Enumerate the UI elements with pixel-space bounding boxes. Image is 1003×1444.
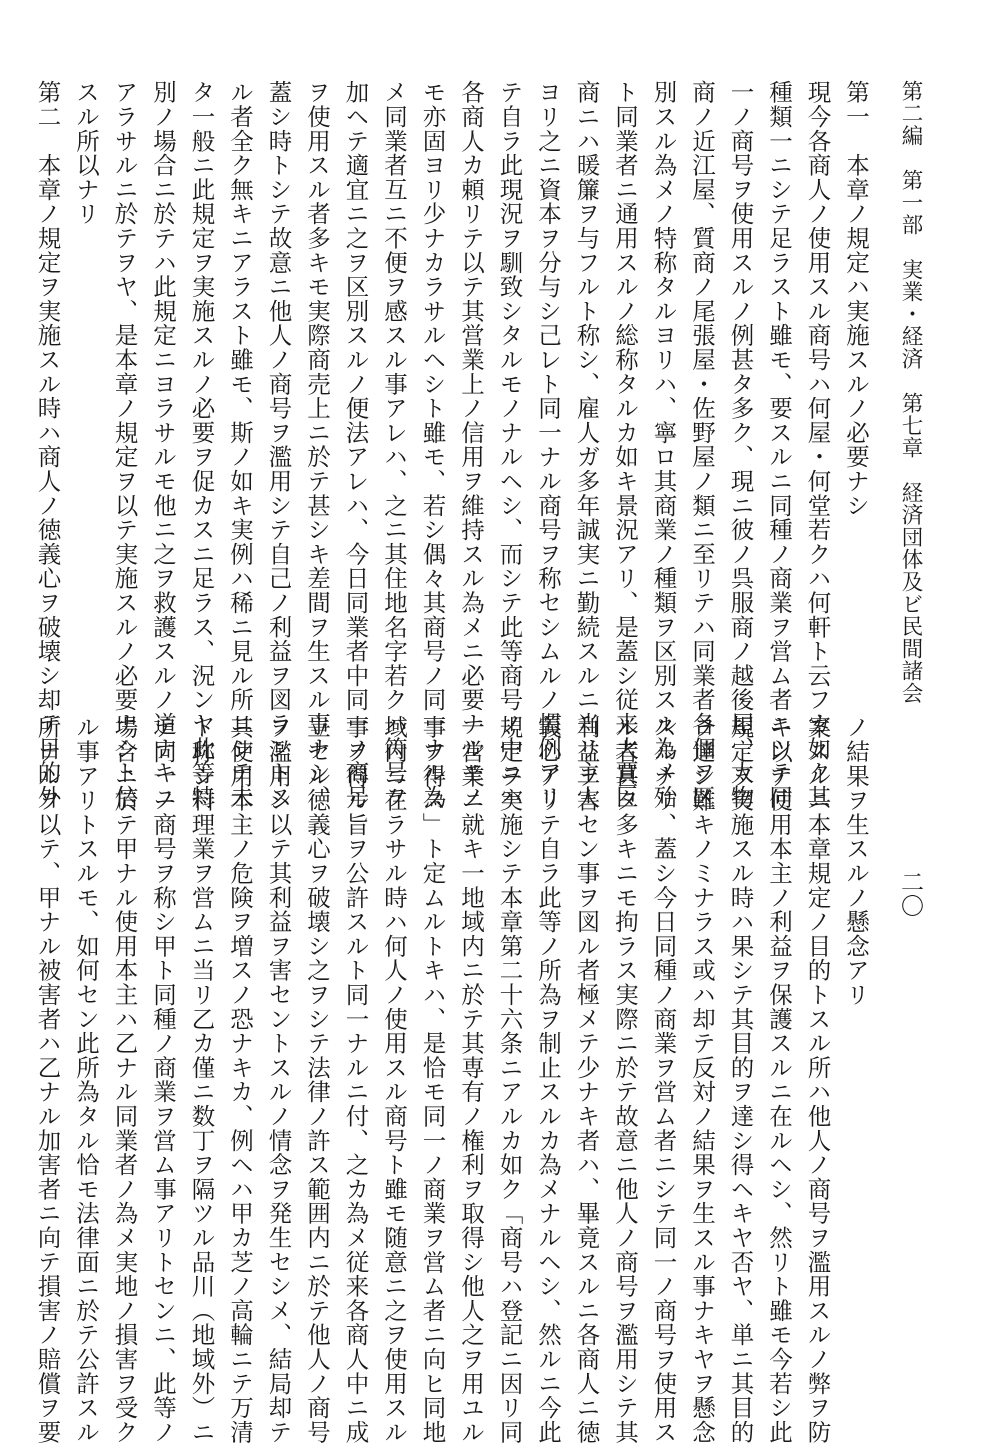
text-line: モ亦固ヨリ少ナカラサルヘシト雖モ、若シ偶々其商号ノ同一ナル為 [418, 80, 447, 809]
text-line: 蓋シ時トシテ故意ニ他人ノ商号ヲ濫用シテ自己ノ利益ヲ図ラントス [264, 80, 293, 809]
text-line: 商ノ近江屋、質商ノ尾張屋・佐野屋ノ類ニ至リテハ同業者各個ヲ区 [688, 80, 716, 809]
text-line: 義心アリテ自ラ此等ノ所為ヲ制止スルカ為メナルヘシ、然ルニ今此 [534, 715, 562, 1444]
text-line: 加ヘテ適宜ニ之ヲ区別スルノ便法アレハ、今日同業者中同一ノ商号 [341, 80, 370, 809]
text-line: 第二 本章ノ規定ヲ実施スル時ハ商人ノ徳義心ヲ破壊シ却テ目的外 [33, 80, 62, 809]
text-line: 案スルニ本章規定ノ目的トスル所ハ他人ノ商号ヲ濫用スルノ弊ヲ防 [803, 715, 832, 1444]
upper-text-block [33, 80, 875, 809]
text-line: 現今各商人ノ使用スル商号ハ何屋・何堂若クハ何軒ト云フカ如ク其 [803, 80, 832, 809]
text-line: ヲ濫用シ以テ其利益ヲ害セントスルノ情念ヲ発生セシメ、結局却テ [264, 715, 293, 1444]
text-line: ル者全ク無キニアラスト雖モ、斯ノ如キ実例ハ稀ニ見ル所ニシテ未 [226, 80, 254, 809]
text-line: キ以テ使用本主ノ利益ヲ保護スルニ在ルヘシ、然リト雖モ今若シ此 [765, 715, 793, 1444]
text-line: 規定ヲ実施スル時ハ果シテ其目的ヲ達シ得ヘキヤ否ヤ、単ニ其目的 [726, 715, 755, 1444]
text-line: ル者甚タ多キニモ拘ラス実際ニ於テ故意ニ他人ノ商号ヲ濫用シテ其 [611, 715, 639, 1444]
text-line: ル事アリトスルモ、如何セン此所為タル恰モ法律面ニ於テ公許スル [72, 715, 100, 1444]
text-line: ヲ達シ難キノミナラス或ハ却テ反対ノ結果ヲ生スル事ナキヤヲ懸念 [688, 715, 716, 1444]
text-line: 其使用本主ノ危険ヲ増スノ恐ナキカ、例ヘハ甲カ芝ノ高輪ニテ万清 [226, 715, 254, 1444]
text-line: 所ナルヲ以テ、甲ナル被害者ハ乙ナル加害者ニ向テ損害ノ賠償ヲ要 [33, 715, 62, 1444]
text-line: 商ニハ暖簾ヲ与フルト称シ、雇人ガ多年誠実ニ勤続スルニ当リ主人 [572, 80, 601, 809]
text-line: スル所以ナリ [72, 80, 100, 226]
text-line: 規定ヲ実施シテ本章第二十六条ニアルカ如ク「商号ハ登記ニ因リ同 [495, 715, 524, 1444]
text-line: 別ノ場合ニ於テハ此規定ニヨラサルモ他ニ之ヲ救護スルノ道ナキニ [149, 80, 177, 809]
text-line: ヲ使用スル者多キモ実際商売上ニ於テ甚シキ差間ヲ生スル事ナシ、 [303, 80, 331, 809]
text-line: 種類一ニシテ足ラスト雖モ、要スルニ同種ノ商業ヲ営ム者ニシテ同 [765, 80, 793, 809]
text-line: 場合ニ於テ甲ナル使用本主ハ乙ナル同業者ノ為メ実地ノ損害ヲ受ク [110, 715, 139, 1444]
text-line: 一ノ商号ヲ使用スルノ例甚タ多ク、現ニ彼ノ呉服商ノ越後屋、太物 [726, 80, 755, 809]
text-line: ト同業者ニ通用スルノ総称タルカ如キ景況アリ、是蓋シ従来大賈巨 [611, 80, 639, 809]
text-line: 域内ニ在ラサル時ハ何人ノ使用スル商号ト雖モ随意ニ之ヲ使用スル [380, 715, 408, 1444]
text-line: テ自ラ此現況ヲ馴致シタルモノナルヘシ、而シテ此等商号ノ中ニハ [495, 80, 524, 809]
lower-text-block [33, 715, 875, 1444]
text-line: スルナリ、蓋シ今日同種ノ商業ヲ営ム者ニシテ同一ノ商号ヲ使用ス [649, 715, 678, 1444]
text-line: 各商人カ頼リテ以テ其営業上ノ信用ヲ維持スル為メニ必要ナルモノ [457, 80, 485, 809]
text-line: 立セル徳義心ヲ破壊シ之ヲシテ法律ノ許ス範囲内ニ於テ他人ノ商号 [303, 715, 331, 1444]
text-line: 第一 本章ノ規定ハ実施スルノ必要ナシ [842, 80, 870, 518]
text-line: 利益ヲ害セン事ヲ図ル者極メテ少ナキ者ハ、畢竟スルニ各商人ニ徳 [572, 715, 601, 1444]
text-line: 事ヲ得ス」ト定ムルトキハ、是恰モ同一ノ商業ヲ営ム者ニ向ヒ同地 [418, 715, 447, 1444]
text-line: 一営業ニ就キ一地域内ニ於テ其専有ノ権利ヲ取得シ他人之ヲ用ユル [457, 715, 485, 1444]
text-line: ヨリ之ニ資本ヲ分与シ己レト同一ナル商号ヲ称セシムルノ慣例アリ [534, 80, 562, 809]
text-line: タ一般ニ此規定ヲ実施スルノ必要ヲ促カスニ足ラス、況ンヤ此等特 [187, 80, 216, 809]
text-line: 別スル為メノ特称タルヨリハ、寧ロ其商業ノ種類ヲ区別スル為メ殆 [649, 80, 678, 809]
text-line: ノ結果ヲ生スルノ懸念アリ [842, 715, 870, 1007]
text-line: アラサルニ於テヲヤ、是本章ノ規定ヲ以テ実施スルノ必要ナシト信 [110, 80, 139, 809]
page-number: 二〇 [897, 870, 923, 918]
running-header: 第二編 第一部 実業・経済 第七章 経済団体及ビ民間諸会 [898, 80, 923, 705]
text-line: メ同業者互ニ不便ヲ感スル事アレハ、之ニ其住地名字若クハ符号ヲ [380, 80, 408, 809]
text-line: 事ヲ得ル旨ヲ公許スルト同一ナルニ付、之カ為メ従来各商人中ニ成 [341, 715, 370, 1444]
text-line: テ同一ノ商号ヲ称シ甲ト同種ノ商業ヲ営ム事アリトセンニ、此等ノ [149, 715, 177, 1444]
text-line: ト称シ料理業ヲ営ムニ当リ乙カ僅ニ数丁ヲ隔ツル品川（地域外）ニ [187, 715, 216, 1444]
